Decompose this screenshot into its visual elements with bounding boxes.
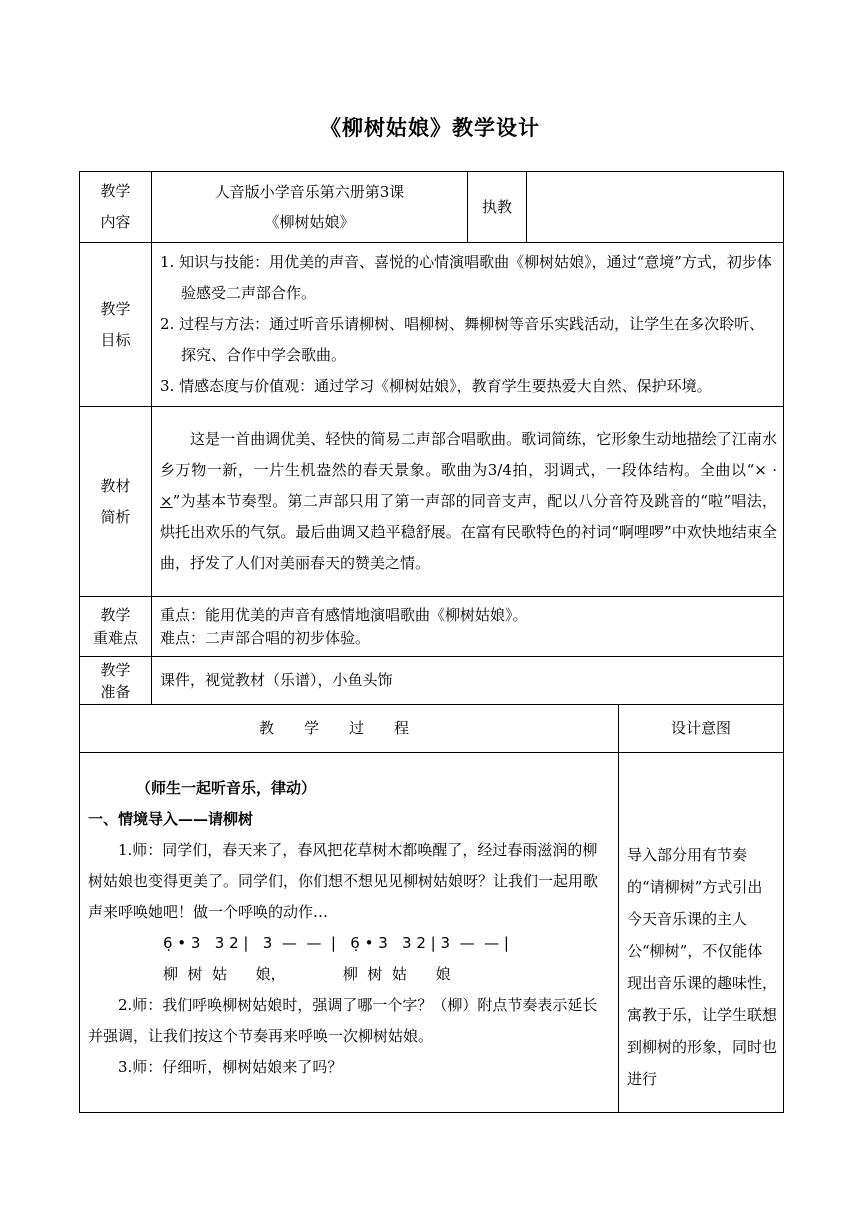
row-process-content xyxy=(80,753,784,1113)
process-step: 3.师：仔细听，柳树姑娘来了吗？ xyxy=(118,1058,343,1076)
key-point: 重点：能用优美的声音有感情地演唱歌曲《柳树姑娘》。 xyxy=(160,605,528,624)
page-title: 《柳树姑娘》教学设计 xyxy=(320,115,540,140)
label-line: 教学 xyxy=(100,660,131,679)
label-line: 准备 xyxy=(100,682,131,701)
key-points-cell xyxy=(152,597,784,657)
difficult-point: 难点：二声部合唱的初步体验。 xyxy=(160,628,371,647)
preparation-text: 课件，视觉教材（乐谱），小鱼头饰 xyxy=(152,657,784,705)
section-title: 一、情境导入——请柳树 xyxy=(88,810,254,828)
goal-item: 1. 知识与技能：用优美的声音、喜悦的心情演唱歌曲《柳树姑娘》，通过“意境”方式，初步体验感受二声部合作。 xyxy=(160,253,772,302)
label-line: 目标 xyxy=(100,330,131,349)
analysis-paragraph xyxy=(160,424,777,579)
analysis-text: ”为基本节奏型。第二声部只用了第一声部的同音支声，配以八分音符及跳音的“啦”唱法，烘托出欢乐的气氛。最后曲调又趋平稳舒展。在富有民歌特色的衬词“啊哩啰”中欢快地结束全曲，抒发了人们对美丽春天的赞美之情。 xyxy=(160,492,777,572)
row-material-analysis xyxy=(80,407,784,597)
process-step: 2.师：我们呼唤柳树姑娘时，强调了哪一个字？（柳）附点节奏表示延长并强调，让我们按这个节奏再来呼唤一次柳树姑娘。 xyxy=(88,996,598,1045)
teacher-value xyxy=(527,172,784,243)
process-cell xyxy=(80,753,619,1113)
label-line: 教学 xyxy=(100,182,131,200)
row-preparation xyxy=(80,657,784,705)
label-material-analysis xyxy=(80,407,152,597)
label-line: 简析 xyxy=(100,507,131,526)
row-teaching-goals xyxy=(80,243,784,407)
content-line: 人音版小学音乐第六册第3课 xyxy=(214,183,405,201)
label-teaching-content xyxy=(80,172,152,243)
goal-item: 3. 情感态度与价值观：通过学习《柳树姑娘》，教育学生要热爱大自然、保护环境。 xyxy=(160,377,712,395)
label-line: 教材 xyxy=(100,476,131,495)
goals-cell xyxy=(152,243,784,407)
row-key-points xyxy=(80,597,784,657)
label-key-points xyxy=(80,597,152,657)
music-score: 6̣ • 3 3 2 | 3 — — | 6̣ • 3 3 2 | 3 — — | xyxy=(163,934,509,952)
label-teaching-goals xyxy=(80,243,152,407)
label-preparation xyxy=(80,657,152,705)
row-teaching-content xyxy=(80,172,784,243)
label-line: 内容 xyxy=(100,213,131,231)
content-cell xyxy=(152,172,468,243)
teacher-label: 执教 xyxy=(468,172,527,243)
analysis-cell xyxy=(152,407,784,597)
analysis-text: 这是一首曲调优美、轻快的简易二声部合唱歌曲。歌词简练，它形象生动地描绘了江南水乡万物一新，一片生机盎然的春天景象。歌曲为3/4拍，羽调式，一段体结构。全曲以“× · xyxy=(160,430,777,479)
content-line: 《柳树姑娘》 xyxy=(264,213,355,231)
goal-item: 2. 过程与方法：通过听音乐请柳树、唱柳树、舞柳树等音乐实践活动，让学生在多次聆听、探究、合作中学会歌曲。 xyxy=(160,315,765,364)
design-intent-cell: 导入部分用有节奏的“请柳树”方式引出今天音乐课的主人公“柳树”，不仅能体现出音乐课的趣味性，寓教于乐，让学生联想到柳树的形象，同时也进行 xyxy=(619,753,784,1113)
process-step: 1.师：同学们，春天来了，春风把花草树木都唤醒了，经过春雨滋润的柳树姑娘也变得更美了。同学们，你们想不想见见柳树姑娘呀？让我们一起用歌声来呼唤她吧！做一个呼唤的动作… xyxy=(88,841,599,921)
row-process-header xyxy=(80,705,784,753)
label-line: 教学 xyxy=(100,605,131,624)
label-line: 教学 xyxy=(100,299,131,318)
activity-note: （师生一起听音乐，律动） xyxy=(136,779,317,797)
intent-header: 设计意图 xyxy=(619,705,784,753)
process-header: 教学过程 xyxy=(80,705,619,753)
lesson-plan-table xyxy=(79,171,784,1113)
score-lyrics: 柳 树 姑 娘， 柳 树 姑 娘 xyxy=(163,965,451,983)
label-line: 重难点 xyxy=(92,628,138,647)
rhythm-note-underlined: × xyxy=(160,492,173,510)
